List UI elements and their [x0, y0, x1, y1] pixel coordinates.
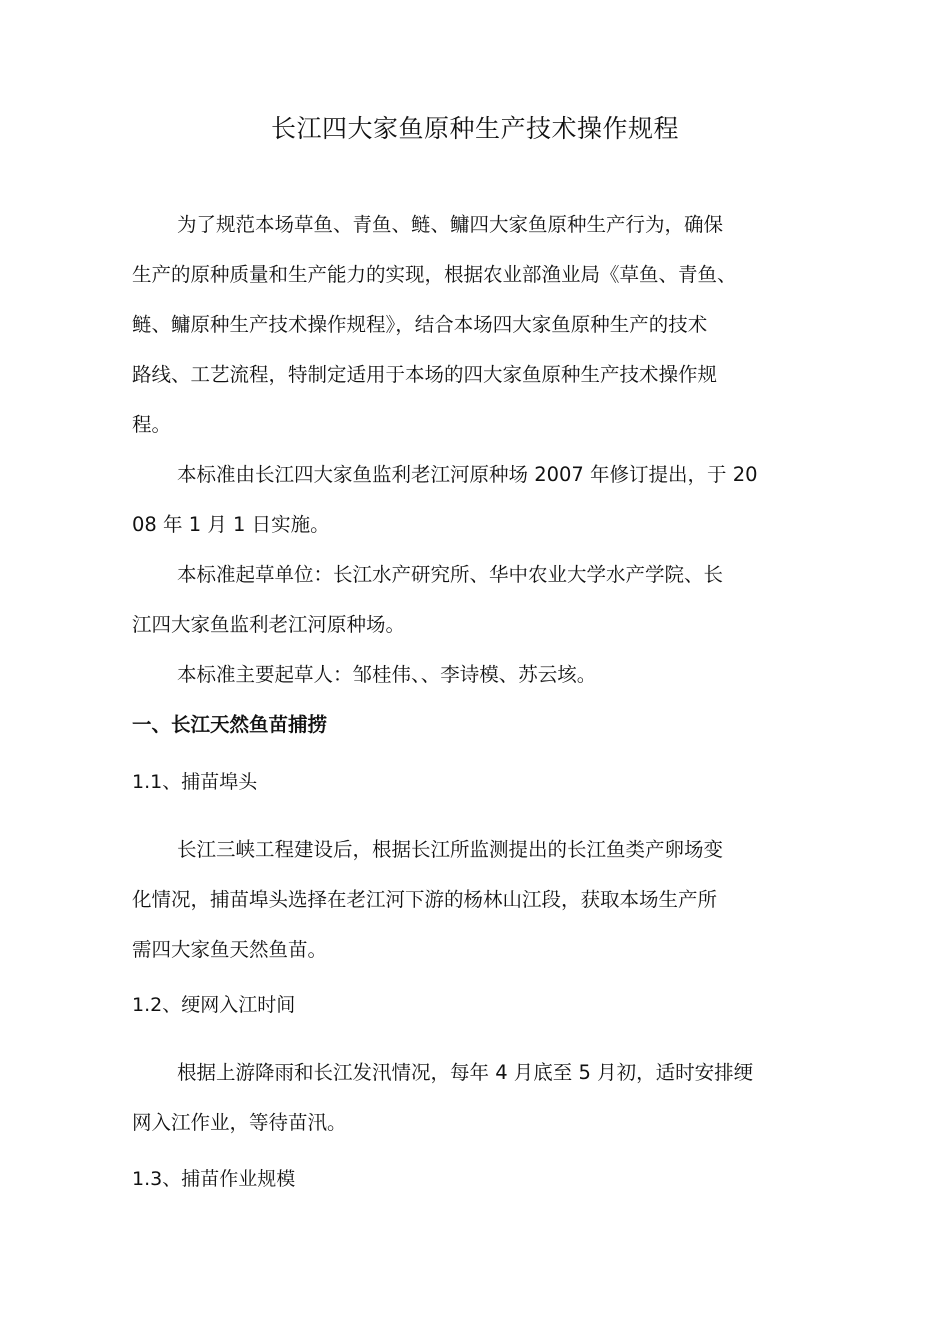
intro-line-1: 为了规范本场草鱼、青鱼、鲢、鳙四大家鱼原种生产行为，确保 [177, 213, 724, 236]
intro-line-4: 路线、工艺流程，特制定适用于本场的四大家鱼原种生产技术操作规 [132, 363, 718, 386]
intro-line-5: 程。 [132, 413, 172, 436]
section-1-1-line-2: 化情况，捕苗埠头选择在老江河下游的杨林山江段，获取本场生产所 [132, 888, 718, 911]
section-1-1-line-1: 长江三峡工程建设后，根据长江所监测提出的长江鱼类产卵场变 [177, 838, 724, 861]
drafters-line: 本标准主要起草人：邹桂伟、、李诗模、苏云垓。 [177, 663, 597, 686]
proposed-line-2: 08 年 1 月 1 日实施。 [132, 513, 330, 536]
section-1-2-line-1: 根据上游降雨和长江发汛情况，每年 4 月底至 5 月初，适时安排绠 [177, 1061, 754, 1084]
document-title: 长江四大家鱼原种生产技术操作规程 [270, 114, 679, 143]
drafting-units-line-2: 江四大家鱼监利老江河原种场。 [132, 613, 406, 636]
section-1-2-heading: 1.2、绠网入江时间 [132, 994, 296, 1016]
intro-line-3: 鲢、鳙原种生产技术操作规程》，结合本场四大家鱼原种生产的技术 [132, 313, 708, 336]
section-1-heading: 一、长江天然鱼苗捕捞 [132, 713, 328, 736]
intro-line-2: 生产的原种质量和生产能力的实现，根据农业部渔业局《草鱼、青鱼、 [132, 263, 737, 286]
section-1-3-heading: 1.3、捕苗作业规模 [132, 1168, 296, 1190]
proposed-line-1: 本标准由长江四大家鱼监利老江河原种场 2007 年修订提出，于 20 [177, 463, 758, 486]
section-1-1-heading: 1.1、捕苗埠头 [132, 771, 258, 793]
drafting-units-line-1: 本标准起草单位：长江水产研究所、华中农业大学水产学院、长 [177, 563, 724, 586]
section-1-2-line-2: 网入江作业，等待苗汛。 [132, 1111, 347, 1134]
section-1-1-line-3: 需四大家鱼天然鱼苗。 [132, 938, 328, 961]
